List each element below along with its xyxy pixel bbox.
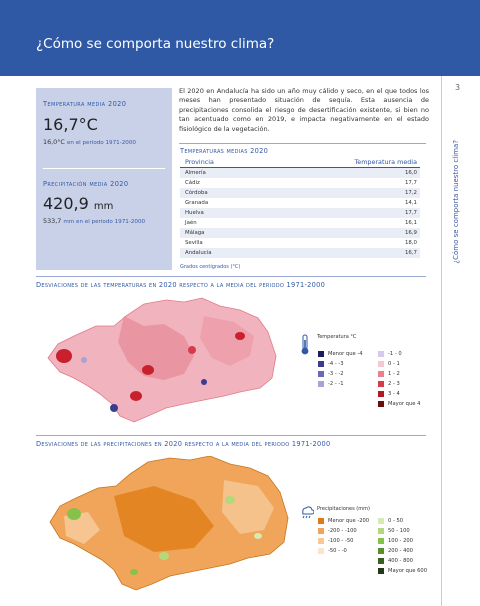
intro-paragraph: El 2020 en Andalucía ha sido un año muy cálido y seco, en el que todos los meses han presentado situación de sequía. Esta ausencia de precipitaciones consolida el riesgo de desertificación existente, si bien no tan acentuado como en 2019, e impacta negativamente en el estado fisiológico de la vegetación. (179, 87, 429, 133)
legend-item (378, 371, 400, 377)
temp-ref-text: en el periodo 1971-2000 (66, 140, 136, 146)
section-divider (36, 276, 426, 277)
rain-cloud-icon (300, 504, 314, 523)
legend-swatch (318, 518, 324, 524)
legend-label: 0 - 1 (388, 361, 400, 367)
margin-divider (441, 76, 442, 606)
prec-wet-spot (130, 569, 138, 575)
temp-hotspot (56, 349, 72, 363)
province-cell: Andalucía (180, 248, 261, 258)
prec-heading: Precipitación media 2020 (43, 180, 129, 188)
col-temperature: Temperatura media (261, 158, 420, 168)
legend-label: 200 - 400 (388, 548, 413, 554)
box-divider (43, 168, 165, 169)
province-cell: Almería (180, 168, 261, 179)
thermometer-svg (300, 334, 310, 356)
temp-reference (43, 138, 136, 146)
temp-cell: 16,9 (261, 228, 420, 238)
legend-swatch (378, 558, 384, 564)
prec-value-number: 420,9 (43, 194, 89, 213)
temp-hotspot (188, 346, 196, 354)
table-row (180, 208, 420, 218)
legend-swatch (378, 351, 384, 357)
col-province: Provincia (180, 158, 261, 168)
temp-coldspot (201, 379, 207, 385)
legend-swatch (378, 538, 384, 544)
legend-label: 100 - 200 (388, 538, 413, 544)
legend-label: -50 - -0 (328, 548, 347, 554)
legend-item (378, 351, 402, 357)
summary-box (36, 88, 172, 270)
legend-item (318, 518, 369, 524)
legend-item (378, 568, 427, 574)
prec-legend-title: Precipitaciones (mm) (317, 506, 370, 512)
side-caption: ¿Cómo se comporta nuestro clima? (452, 140, 460, 264)
province-cell: Huelva (180, 208, 261, 218)
legend-label: Mayor que 4 (388, 401, 421, 407)
legend-swatch (378, 568, 384, 574)
table-row (180, 248, 420, 258)
legend-swatch (318, 381, 324, 387)
temp-cell: 14,1 (404, 200, 417, 206)
legend-swatch (318, 371, 324, 377)
prec-wet-spot (67, 508, 81, 520)
temperature-deviation-map (44, 296, 284, 426)
legend-item (318, 548, 347, 554)
temp-cell: 16,1 (404, 220, 417, 226)
legend-label: Mayor que 600 (388, 568, 428, 574)
legend-label: 400 - 800 (388, 558, 413, 564)
temp-cell: 17,7 (404, 180, 417, 186)
table-row (180, 228, 420, 238)
legend-item (318, 371, 344, 377)
legend-item (378, 361, 400, 367)
page-header (0, 0, 480, 76)
legend-label: 2 - 3 (388, 381, 400, 387)
table-row (180, 198, 420, 208)
legend-label: 1 - 2 (388, 371, 400, 377)
legend-item (378, 391, 400, 397)
temp-cell: 18,0 (404, 240, 417, 246)
table-row (180, 168, 420, 179)
legend-item (378, 381, 400, 387)
province-cell: Cádiz (185, 180, 200, 186)
legend-label: -4 - -3 (328, 361, 344, 367)
legend-label: -1 - 0 (388, 351, 402, 357)
temp-cell: 16,0 (261, 168, 420, 179)
legend-item (378, 538, 413, 544)
section-divider (36, 435, 426, 436)
prec-value (43, 194, 113, 213)
legend-label: Menor que -4 (328, 351, 363, 357)
prec-wet-spot (159, 552, 169, 560)
temp-heading: Temperatura media 2020 (43, 100, 127, 108)
temperature-table (180, 158, 420, 258)
prec-wet-spot (254, 533, 262, 539)
legend-swatch (378, 361, 384, 367)
legend-label: 3 - 4 (388, 391, 400, 397)
prec-ref-text: mm en el periodo 1971-2000 (63, 219, 146, 225)
temp-value: 16,7°C (43, 115, 98, 134)
legend-label: 50 - 100 (388, 528, 410, 534)
prec-reference (43, 217, 145, 225)
legend-item (318, 538, 353, 544)
temp-hotspot (142, 365, 154, 375)
legend-swatch (318, 528, 324, 534)
temp-cell: 17,7 (261, 208, 420, 218)
legend-swatch (378, 548, 384, 554)
temp-map-heading: Desviaciones de las temperaturas en 2020 respecto a la media del periodo 1971-2000 (36, 281, 326, 289)
table-heading: Temperaturas medias 2020 (180, 147, 269, 155)
legend-swatch (318, 548, 324, 554)
province-cell: Sevilla (185, 240, 203, 246)
page-title: ¿Cómo se comporta nuestro clima? (36, 36, 275, 52)
legend-item (378, 518, 403, 524)
thermometer-icon (300, 334, 310, 360)
legend-item (378, 558, 413, 564)
legend-label: -2 - -1 (328, 381, 344, 387)
table-row (180, 188, 420, 198)
province-cell: Córdoba (180, 188, 261, 198)
legend-label: Menor que -200 (328, 518, 370, 524)
temp-coldspot (110, 404, 118, 412)
temp-ref-value: 16,0°C (43, 138, 65, 146)
legend-item (378, 528, 410, 534)
temp-cell: 16,7 (261, 248, 420, 258)
legend-swatch (318, 351, 324, 357)
precipitation-deviation-map (44, 456, 294, 594)
table-note: Grados centígrados (°C) (180, 264, 241, 270)
prec-value-unit: mm (93, 201, 114, 212)
legend-label: -3 - -2 (328, 371, 344, 377)
legend-label: -200 - -100 (328, 528, 357, 534)
legend-swatch (378, 371, 384, 377)
province-cell: Málaga (180, 228, 261, 238)
province-cell: Granada (185, 200, 209, 206)
temp-cell: 17,2 (261, 188, 420, 198)
province-cell: Jaén (185, 220, 197, 226)
legend-item (318, 381, 344, 387)
legend-label: -100 - -50 (328, 538, 354, 544)
legend-item (378, 401, 420, 407)
legend-item (318, 351, 363, 357)
legend-swatch (318, 538, 324, 544)
legend-swatch (318, 361, 324, 367)
temp-hotspot (235, 332, 245, 340)
rain-cloud-svg (300, 505, 314, 519)
section-divider (179, 143, 426, 144)
legend-swatch (378, 401, 384, 407)
temp-hotspot (130, 391, 142, 401)
legend-item (378, 548, 413, 554)
legend-swatch (378, 518, 384, 524)
table-row (180, 218, 420, 228)
legend-swatch (378, 528, 384, 534)
legend-item (318, 528, 357, 534)
prec-ref-value: 533,7 (43, 217, 62, 225)
legend-label: 0 - 50 (388, 518, 404, 524)
legend-swatch (378, 391, 384, 397)
table-header-row (180, 158, 420, 168)
legend-item (318, 361, 344, 367)
table-row (180, 238, 420, 248)
prec-map-heading: Desviaciones de las precipitaciones en 2020 respecto a la media del periodo 1971-2000 (36, 440, 331, 448)
page-number: 3 (455, 83, 461, 92)
temp-legend-title: Temperatura °C (317, 334, 357, 340)
prec-wet-spot (225, 496, 235, 504)
table-row (180, 178, 420, 188)
legend-swatch (378, 381, 384, 387)
temp-coldspot (81, 357, 87, 363)
